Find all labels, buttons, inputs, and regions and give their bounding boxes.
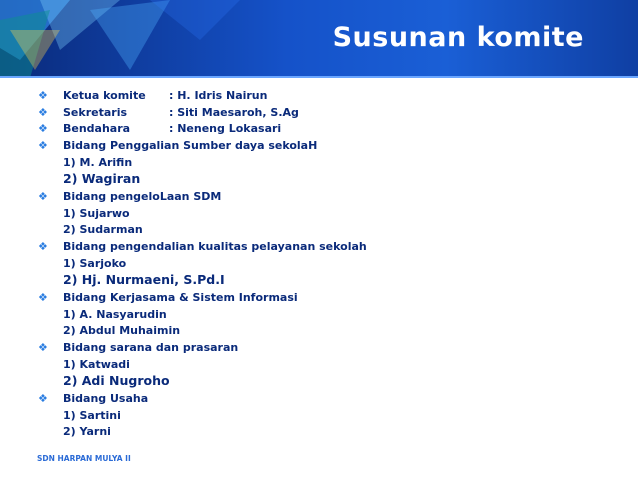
list-subitem [38,408,598,425]
list-subitem-label: 1) A. Nasyarudin [63,307,167,321]
diamond-bullet-icon: ❖ [38,290,48,304]
diamond-bullet-icon: ❖ [38,391,48,405]
header-banner [0,0,638,78]
list-subitem-label: 1) Sujarwo [63,206,130,220]
list-item-label: Sekretaris [63,105,128,119]
diamond-bullet-icon: ❖ [38,139,48,153]
list-item-value: : Neneng Lokasari [169,122,282,136]
list-subitem-label: 1) Katwadi [63,357,130,371]
list-subitem [38,222,598,239]
list-subitem [38,256,598,273]
list-subitem [38,323,598,340]
list-item [38,290,598,307]
decorative-shards-icon [0,0,240,78]
diamond-bullet-icon: ❖ [38,89,48,102]
slide-title: Susunan komite [332,22,584,53]
footer-school-name: SDN HARPAN MULYA II [37,454,131,463]
list-item-label: Bidang pengeloLaan SDM [63,189,222,203]
list-subitem [38,424,598,441]
list-subitem-label: 1) Sartini [63,408,121,422]
list-item [38,88,598,105]
list-item [38,391,598,408]
list-subitem [38,307,598,324]
list-subitem [38,171,598,189]
header-divider [0,76,638,78]
list-item-value: : Siti Maesaroh, S.Ag [169,105,299,119]
list-item [38,340,598,357]
list-item [38,189,598,206]
diamond-bullet-icon: ❖ [38,122,48,136]
list-item-label: Bendahara [63,122,131,136]
list-subitem-label: 1) Sarjoko [63,256,127,270]
list-subitem-label: 1) M. Arifin [63,155,133,169]
list-subitem-label: 2) Yarni [63,425,111,439]
list-item-label: Bidang Usaha [63,391,149,405]
list-subitem [38,155,598,172]
list-subitem [38,206,598,223]
committee-list [38,88,598,441]
list-item-label: Bidang Penggalian Sumber daya sekolaH [63,139,318,153]
diamond-bullet-icon: ❖ [38,240,48,253]
list-item [38,239,598,256]
list-item [38,105,598,122]
list-subitem-label: 2) Abdul Muhaimin [63,324,181,338]
list-item [38,121,598,138]
list-subitem-label: 2) Wagiran [63,171,141,187]
list-subitem [38,373,598,391]
list-item-label: Bidang Kerjasama & Sistem Informasi [63,290,298,304]
list-item-label: Bidang pengendalian kualitas pelayanan sekolah [63,240,367,253]
list-subitem-label: 2) Sudarman [63,223,143,237]
list-subitem-label: 2) Adi Nugroho [63,373,170,389]
diamond-bullet-icon: ❖ [38,189,48,203]
list-subitem-label: 2) Hj. Nurmaeni, S.Pd.I [63,272,225,288]
list-item-label: Ketua komite [63,89,146,102]
list-item [38,138,598,155]
list-subitem [38,272,598,290]
diamond-bullet-icon: ❖ [38,340,48,354]
list-subitem [38,357,598,374]
list-item-value: : H. Idris Nairun [169,89,268,102]
list-item-label: Bidang sarana dan prasaran [63,340,239,354]
diamond-bullet-icon: ❖ [38,105,48,119]
